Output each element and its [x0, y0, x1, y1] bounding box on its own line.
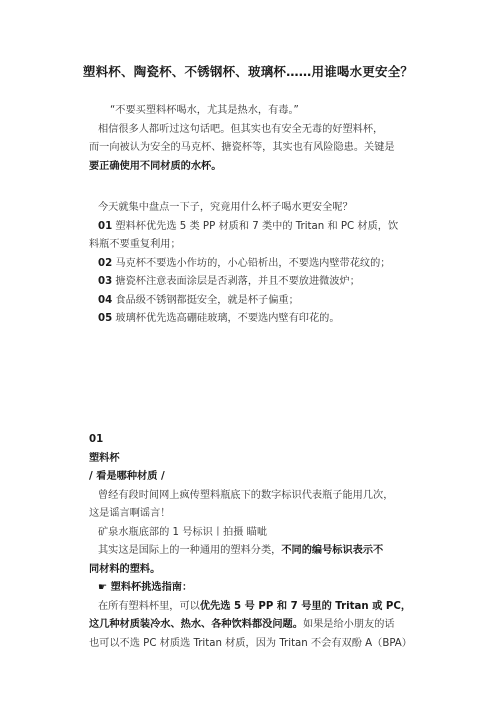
- summary-block: [89, 199, 419, 329]
- paragraph-normal: 如果是给小朋友的话: [302, 619, 395, 630]
- summary-item-text: 玻璃杯优先选高硼硅玻璃，不要选内壁有印花的。: [112, 313, 340, 324]
- summary-item-text: 食品级不锈钢都挺安全，就是杯子偏重；: [112, 294, 299, 306]
- tip-heading: ☛ 塑料杯挑选指南：: [98, 582, 193, 593]
- paragraph-emphasis: 同材料的塑料。: [89, 563, 161, 575]
- summary-item-continued: 料瓶不要重复利用；: [89, 239, 181, 250]
- paragraph-text: 也可以不选 PC 材质选 Tritan 材质，因为 Tritan 不会有双酚 A（BPA）: [89, 637, 412, 649]
- summary-item: [89, 255, 419, 274]
- intro-text: 而一向被认为安全的马克杯、搪瓷杯等，其实也有风险隐患。关键是: [89, 142, 395, 153]
- summary-item-number: 03: [98, 276, 113, 287]
- intro-quote: “不要买塑料杯喝水，尤其是热水，有毒。”: [110, 105, 299, 116]
- paragraph-text: 曾经有段时间网上疯传塑料瓶底下的数字标识代表瓶子能用几次，: [98, 489, 394, 501]
- intro-text: 相信很多人都听过这句话吧。但其实也有安全无毒的好塑料杯，: [98, 123, 384, 135]
- summary-item: [89, 273, 419, 292]
- intro-block: [89, 102, 419, 176]
- section-heading: 塑料杯: [89, 452, 120, 464]
- paragraph-text: [89, 598, 419, 617]
- article-title: 塑料杯、陶瓷杯、不锈钢杯、玻璃杯……用谁喝水更安全？: [82, 64, 414, 79]
- paragraph-normal: 其实这是国际上的一种通用的塑料分类，: [98, 545, 282, 556]
- paragraph-normal: 在所有塑料杯里，可以: [98, 600, 200, 612]
- summary-item-text: 马克杯不要选小作坊的，小心铅析出，不要选内壁带花纹的；: [112, 257, 391, 269]
- paragraph-emphasis: 这几种材质装冷水、热水、各种饮料都没问题。: [89, 619, 303, 630]
- summary-item-number: 01: [98, 220, 113, 232]
- section-subheading: / 看是哪种材质 /: [89, 471, 165, 482]
- paragraph-text: [89, 616, 419, 635]
- paragraph-text: [89, 542, 419, 561]
- summary-item-text: 搪瓷杯注意表面涂层是否剥落，并且不要放进微波炉；: [112, 276, 360, 287]
- paragraph-text: 这是谣言啊谣言！: [89, 508, 171, 519]
- summary-item-text: 塑料杯优先选 5 类 PP 材质和 7 类中的 Tritan 和 PC 材质，饮: [112, 220, 399, 232]
- summary-lead: 今天就集中盘点一下子，究竟用什么杯子喝水更安全呢？: [98, 202, 353, 213]
- paragraph-emphasis: 不同的编号标识表示不: [281, 545, 384, 556]
- summary-item: [89, 310, 419, 329]
- paragraph-emphasis: 优先选 5 号 PP 和 7 号里的 Tritan 或 PC，: [199, 600, 412, 612]
- photo-caption: 矿泉水瓶底部的 1 号标识丨拍摄 瞄呲: [98, 526, 268, 538]
- summary-item-number: 02: [98, 257, 113, 269]
- section-plastic: [89, 431, 419, 653]
- intro-emphasis: 要正确使用不同材质的水杯。: [89, 160, 222, 172]
- summary-item-number: 05: [98, 313, 113, 324]
- summary-item-number: 04: [98, 294, 113, 306]
- section-number: 01: [89, 434, 104, 445]
- summary-item: [89, 218, 419, 237]
- summary-item: [89, 292, 419, 311]
